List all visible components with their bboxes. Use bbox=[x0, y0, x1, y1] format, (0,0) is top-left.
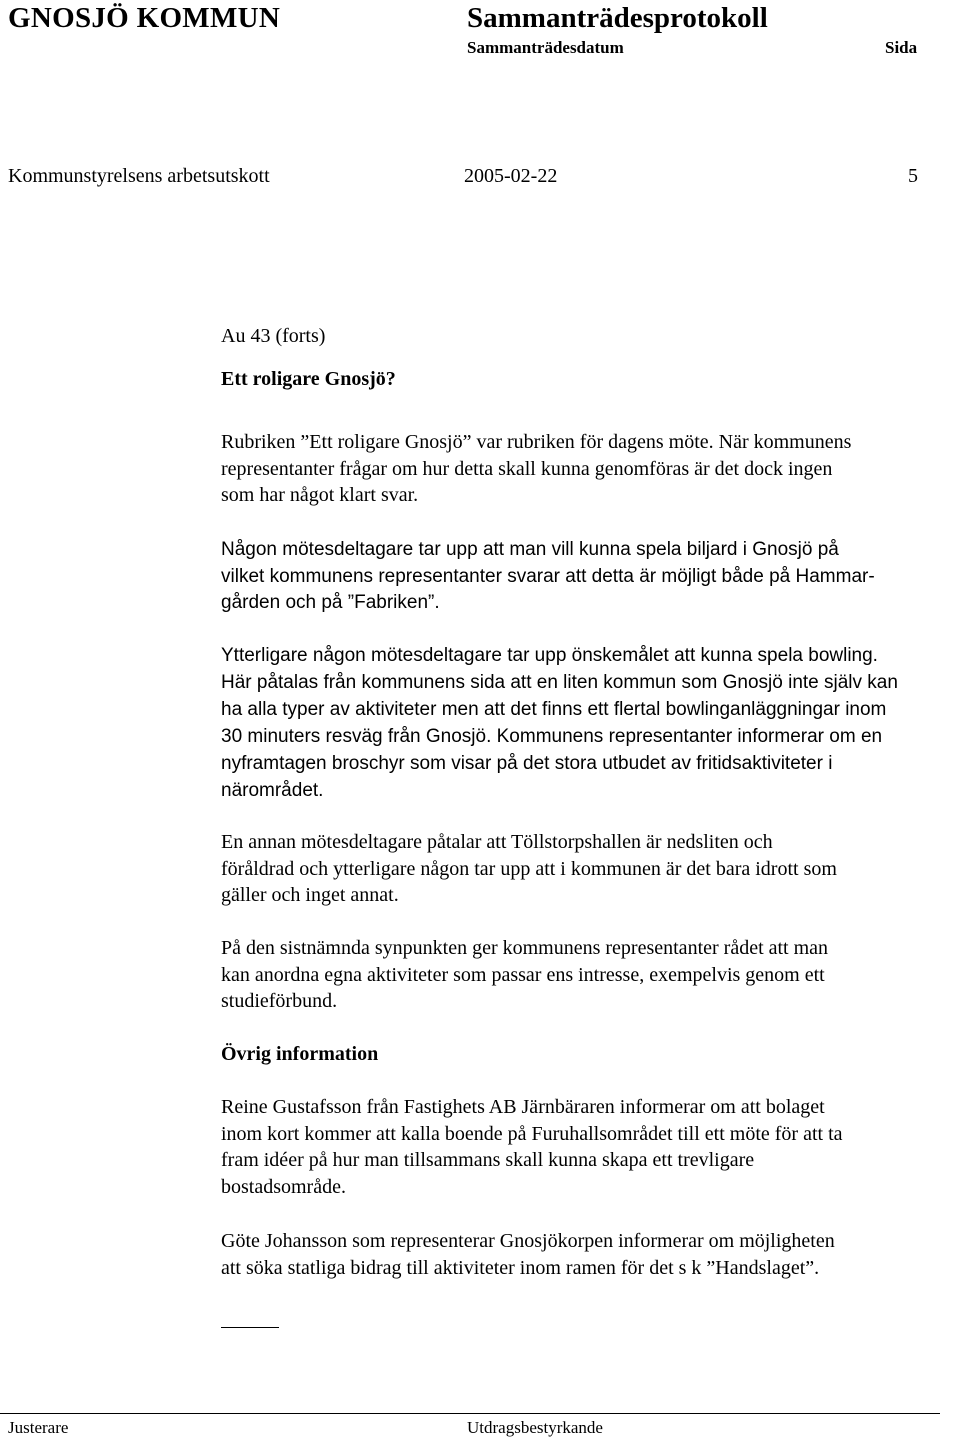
text-line: som har något klart svar. bbox=[221, 484, 419, 506]
section-ovrig-information bbox=[221, 1041, 960, 1094]
text-line: bostadsområde. bbox=[221, 1175, 346, 1198]
text-line: närområdet. bbox=[221, 780, 324, 801]
footer-justerare-label: Justerare bbox=[8, 1418, 69, 1437]
text-line: nyframtagen broschyr som visar på det stora utbudet av fritidsaktiviteter i bbox=[221, 753, 833, 774]
text-line: kan anordna egna aktiviteter som passar ens intresse, exempelvis genom ett bbox=[221, 963, 825, 986]
meeting-date: 2005-02-22 bbox=[464, 165, 558, 187]
text-line: 30 minuters resväg från Gnosjö. Kommunens representanter informerar om en bbox=[221, 726, 883, 747]
section-title: Övrig information bbox=[221, 1043, 379, 1065]
text-line: Reine Gustafsson från Fastighets AB Järnbäraren informerar om att bolaget bbox=[221, 1096, 825, 1118]
end-mark-rule bbox=[221, 1327, 279, 1328]
section-title: Ett roligare Gnosjö? bbox=[221, 367, 396, 390]
text-line: studieförbund. bbox=[221, 990, 338, 1012]
text-line: Rubriken ”Ett roligare Gnosjö” var rubriken för dagens möte. När kommunens bbox=[221, 431, 852, 453]
footer-utdragsbestyrkande-label: Utdragsbestyrkande bbox=[467, 1418, 603, 1437]
text-line: gäller och inget annat. bbox=[221, 884, 399, 906]
text-line: att söka statliga bidrag till aktiviteter inom ramen för det s k ”Handslaget”. bbox=[221, 1256, 820, 1279]
organization-name: GNOSJÖ KOMMUN bbox=[8, 2, 281, 34]
section-ett-roligare-gnosjo bbox=[221, 323, 960, 419]
text-line: Någon mötesdeltagare tar upp att man vill kunna spela biljard i Gnosjö på bbox=[221, 539, 839, 560]
text-line: Här påtalas från kommunens sida att en liten kommun som Gnosjö inte själv kan bbox=[221, 672, 898, 693]
footer-rule bbox=[0, 1413, 940, 1414]
text-line: fram idéer på hur man tillsammans skall kunna skapa ett trevligare bbox=[221, 1149, 755, 1171]
text-line: representanter frågar om hur detta skall kunna genomföras är det dock ingen bbox=[221, 457, 833, 480]
paragraph-studieforbund bbox=[221, 935, 960, 1015]
page-label: Sida bbox=[885, 38, 918, 57]
committee-name: Kommunstyrelsens arbetsutskott bbox=[8, 165, 270, 187]
text-line: En annan mötesdeltagare påtalar att Töllstorpshallen är nedsliten och bbox=[221, 831, 773, 853]
text-line: ha alla typer av aktiviteter men att det finns ett flertal bowlinganläggningar inom bbox=[221, 699, 887, 720]
paragraph-gnosjokorpen bbox=[221, 1228, 960, 1281]
text-line: föråldrad och ytterligare någon tar upp att i kommunen är det bara idrott som bbox=[221, 857, 837, 880]
paragraph-bowling bbox=[221, 642, 960, 804]
paragraph-biljard bbox=[221, 537, 960, 617]
text-line: Ytterligare någon mötesdeltagare tar upp önskemålet att kunna spela bowling. bbox=[221, 645, 878, 666]
page-number: 5 bbox=[908, 165, 918, 187]
paragraph-reference: Au 43 (forts) bbox=[221, 325, 326, 347]
paragraph-intro bbox=[221, 429, 960, 509]
paragraph-jarnbararen bbox=[221, 1094, 960, 1200]
text-line: På den sistnämnda synpunkten ger kommunens representanter rådet att man bbox=[221, 937, 829, 959]
document-title: Sammanträdesprotokoll bbox=[467, 2, 768, 34]
text-line: inom kort kommer att kalla boende på Furuhallsområdet till ett möte för att ta bbox=[221, 1122, 843, 1145]
text-line: Göte Johansson som representerar Gnosjökorpen informerar om möjligheten bbox=[221, 1230, 835, 1252]
text-line: vilket kommunens representanter svarar att detta är möjligt både på Hammar- bbox=[221, 565, 875, 587]
paragraph-tollstorpshallen bbox=[221, 829, 960, 909]
meeting-date-label: Sammanträdesdatum bbox=[467, 38, 624, 57]
text-line: gården och på ”Fabriken”. bbox=[221, 592, 440, 613]
